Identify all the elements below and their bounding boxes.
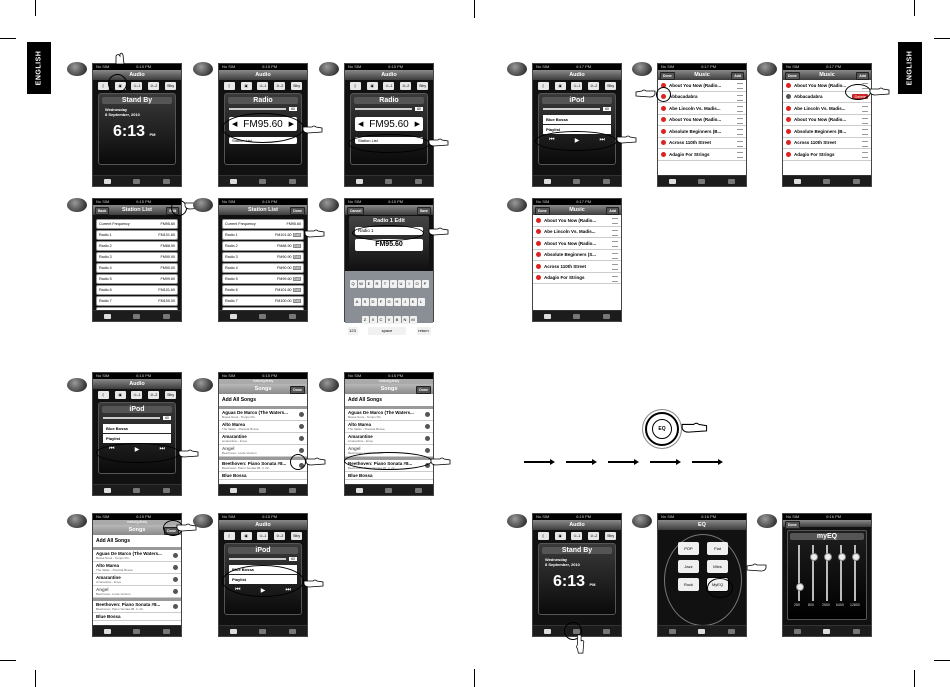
delete-icon[interactable] <box>661 117 666 122</box>
previous-icon[interactable]: ⏮ <box>235 587 241 593</box>
song-row[interactable]: Angel Beethoven: Lorde Version <box>219 445 307 457</box>
frequency-display: FM95.60 <box>355 239 423 251</box>
standby-button[interactable]: Stby <box>167 83 175 88</box>
highlight-circle <box>352 225 424 241</box>
crop-mark <box>35 670 36 687</box>
crop-mark <box>914 670 915 687</box>
phone-screen-radio-edit: No SIM 6:15 PM Cancel Save Radio 1 Edit Radio 1 FM95.60 Q W E R T Y U I O P A S D F G H J K L Z X C V B N M 123 space return <box>344 198 434 322</box>
reorder-icon[interactable] <box>737 118 743 124</box>
key-c[interactable]: C <box>378 316 385 324</box>
pointing-hand-icon <box>430 454 452 468</box>
eq-hardware-button[interactable] <box>645 412 679 446</box>
arrow-right-icon <box>566 461 594 463</box>
key-x[interactable]: X <box>370 316 377 324</box>
preset-rock-button[interactable]: Rock <box>678 578 699 591</box>
key-m[interactable]: M <box>411 317 415 322</box>
edit-button[interactable]: Edit <box>166 207 179 215</box>
station-row[interactable]: Radio 5 FM99.60 <box>96 274 178 284</box>
station-row[interactable]: Current Frequency FM95.60 <box>96 219 178 229</box>
preset-mtvs-button[interactable]: Mtvs <box>707 560 728 573</box>
radio-source-button[interactable]: ▣ <box>115 82 126 90</box>
highlight-circle <box>535 131 617 151</box>
step-marker <box>319 198 339 212</box>
crop-mark <box>474 0 475 18</box>
highlight-circle <box>656 87 671 102</box>
phone-screen-station-list: No SIM 6:15 PM Back Station List Edit Current Frequency FM95.60 Radio 1 FM101.60 Radio 2 FM88.90 Radio 3 FM90.90 Radio 4 FM90.00 Radio 5 FM99.60 Radio 6 FM101.60 Radio 7 FM100.00 <box>92 198 182 322</box>
eq-slider-knob[interactable] <box>838 553 846 561</box>
volume-value: 60 <box>291 107 295 111</box>
key-i[interactable]: I <box>406 280 413 288</box>
key-v[interactable]: V <box>386 316 393 324</box>
phone-screen-music-delete: No SIM 6:17 PM Done Music Add About You Now (Radio... Abbacadabra Delete Abe Lincoln Vs. Madis... About You Now (Radio... Absolute Beginners (B... Across 110th Street Adagio For Strings <box>782 63 872 187</box>
ipod-panel: iPod 60 Blue Bossa Playlist ⏮ ▶ ⏭ <box>98 402 176 474</box>
station-list <box>93 215 181 317</box>
key-g[interactable]: G <box>387 299 391 304</box>
pointing-hand-icon <box>745 560 767 574</box>
eq-slider-track[interactable] <box>798 545 800 601</box>
song-row[interactable]: Alto Marea The Italian - Pianista Bossa <box>219 421 307 433</box>
phone-screen-radio: No SIM 6:15 PM Audio ▯ ▣ ①–1 ②–2 Stby Radio 60 ◀ FM95.60 ▶ Station List <box>344 63 434 187</box>
pointing-hand-icon <box>680 418 710 436</box>
key-f[interactable]: F <box>378 298 385 306</box>
pointing-hand-icon <box>178 446 200 460</box>
key-b[interactable]: B <box>394 316 401 324</box>
key-j[interactable]: J <box>402 298 409 306</box>
key-k[interactable]: K <box>410 298 417 306</box>
radio-label: Radio <box>228 97 298 104</box>
reorder-icon[interactable] <box>737 106 743 112</box>
arrow-right-icon <box>608 461 636 463</box>
phone-screen-music: No SIM 6:17 PM Done Music Add About You Now (Radio... Abbacadabra Abe Lincoln Vs. Madis... About You Now (Radio... Absolute Beginners (B... Across 110th Street Adagio For Strings <box>657 63 747 187</box>
station-list-button[interactable]: Station List <box>229 137 297 144</box>
eq-band-label: 250 <box>794 603 800 607</box>
save-button[interactable]: Save <box>417 207 431 215</box>
date-label: 8 September, 2010 <box>105 112 140 117</box>
pointing-hand-icon <box>305 454 327 468</box>
pointing-hand-icon <box>112 52 134 66</box>
tab-settings[interactable] <box>163 179 170 184</box>
phone-screen-eq: No SIM 6:16 PM EQ POP Flat Jazz Mtvs Rock MyEQ <box>657 513 747 637</box>
space-key[interactable]: space <box>368 327 406 335</box>
carrier-label: No SIM <box>96 64 110 69</box>
crop-mark <box>934 660 950 661</box>
arrow-right-icon <box>692 461 720 463</box>
keyboard[interactable] <box>345 271 433 333</box>
add-icon[interactable] <box>425 436 430 441</box>
highlight-circle <box>344 452 432 470</box>
pointing-hand-icon <box>428 135 450 149</box>
phone-screen-ipod: No SIM 6:15 PM Audio ▯ ▣ ①–1 ②–2 Stby iPod 60 Blue Bossa Playlist ⏮ ▶ ⏭ <box>92 372 182 496</box>
phone-screen-ipod: No SIM 6:15 PM Audio ▯ ▣ ①–1 ②–2 Stby iPod 60 Blue Bossa Playlist ⏮ ▶ ⏭ <box>218 513 308 637</box>
previous-icon[interactable]: ⏮ <box>549 137 555 143</box>
song-row[interactable]: Beethoven: Piano Sonata #8... Beethoven: Piano Sonata #8, 4, 22... <box>219 460 307 472</box>
frequency-display: FM95.60 <box>243 118 283 130</box>
clock-ampm: PM <box>149 132 156 137</box>
next-icon[interactable]: ⏭ <box>285 587 291 593</box>
volume-slider[interactable] <box>229 107 297 111</box>
pointing-hand-icon <box>428 224 450 238</box>
step-marker <box>319 378 339 392</box>
phone-screen-ipod: No SIM 6:17 PM Audio ▯ ▣ ①–1 ②–2 Stby iPod 60 Blue Bossa Playlist ⏮ ▶ ⏭ <box>532 63 622 187</box>
pointing-hand-icon <box>302 122 324 136</box>
station-name-input[interactable]: Radio 1 <box>355 227 423 235</box>
song-row[interactable]: Blue Bossa <box>219 472 307 480</box>
highlight-circle <box>96 443 180 463</box>
delete-button[interactable]: Delete <box>854 94 866 100</box>
song-row[interactable]: Amarantine Amarantine - Enya <box>219 433 307 445</box>
key-r[interactable]: R <box>374 280 381 288</box>
add-icon[interactable] <box>173 553 178 558</box>
arrow-right-icon <box>524 461 552 463</box>
eq-band-label: 2500 <box>822 603 830 607</box>
track-name: Blue Bossa <box>103 424 171 433</box>
tab-audio[interactable] <box>104 179 111 184</box>
key-o[interactable]: O <box>415 281 419 286</box>
eq-slider-knob[interactable] <box>852 553 860 561</box>
row-edit-button[interactable]: Edit <box>293 233 300 237</box>
key-e[interactable]: E <box>366 280 373 288</box>
music-row[interactable]: Across 110th Street <box>658 138 746 150</box>
delete-icon[interactable] <box>661 129 666 134</box>
delete-icon[interactable] <box>661 152 666 157</box>
phone-screen-songs: No SIM 6:15 PM melodyyfesty Songs Done Add All Songs Aguas De Marco (The Waters... Bossa Nova - Tempo Piu Alto Marea The Italian - Pianista Bossa Amarantine Amarantine - Enya Angel Beethoven: Lorde Version Beethoven: Piano Sonata #8... Beethoven: Piano Sonata #8, 4, 22... Blue Bossa <box>218 372 308 496</box>
done-button[interactable]: Done <box>164 527 179 535</box>
highlight-circle <box>222 565 304 597</box>
step-marker <box>67 378 87 392</box>
preset-jazz-button[interactable]: Jazz <box>678 560 699 573</box>
step-marker <box>507 514 527 528</box>
myeq-title: myEQ <box>790 533 864 540</box>
phone-screen-radio: No SIM 6:15 PM Audio ▯ ▣ ①–1 ②–2 Stby Radio 60 ◀ FM95.60 ▶ Station List <box>218 63 308 187</box>
crop-mark <box>0 38 16 39</box>
previous-icon[interactable]: ⏮ <box>109 446 115 452</box>
tab-bar[interactable] <box>93 175 181 186</box>
add-icon[interactable] <box>425 448 430 453</box>
add-icon[interactable] <box>299 424 304 429</box>
step-marker <box>67 514 87 528</box>
clock <box>113 123 175 141</box>
step-marker <box>319 62 339 76</box>
music-row[interactable]: Abe Lincoln Vs. Madis... <box>658 103 746 115</box>
language-tab-right: ENGLISH <box>898 42 922 94</box>
phone-screen-myeq: No SIM 6:16 PM Done myEQ 250 800 2500 6400 12800 <box>782 513 872 637</box>
eq-slider-knob[interactable] <box>796 583 804 591</box>
pointing-hand-icon <box>572 634 592 654</box>
pointing-hand-icon <box>303 576 325 590</box>
tune-down-icon[interactable]: ◀ <box>358 121 364 128</box>
add-all-songs-button[interactable]: Add All Songs <box>222 397 256 403</box>
station-row[interactable]: Radio 4 FM90.00 <box>96 263 178 273</box>
station-row[interactable]: Radio 2 FM88.90 <box>96 241 178 251</box>
next-icon[interactable]: ⏭ <box>159 446 165 452</box>
key-s[interactable]: S <box>362 298 369 306</box>
highlight-circle <box>845 84 871 100</box>
cancel-button[interactable]: Cancel <box>347 207 364 215</box>
preset-pop-button[interactable]: POP <box>678 542 699 555</box>
done-button[interactable]: Done <box>785 521 800 529</box>
reorder-icon[interactable] <box>737 141 743 147</box>
phone-screen-standby: No SIM 6:15 PM Audio ▯ ▣ ①–1 ②–2 Stby Stand By Wednesday 8 September, 2010 6:13 PM <box>532 513 622 637</box>
eq-button-label: EQ <box>652 419 672 439</box>
add-icon[interactable] <box>173 577 178 582</box>
step-marker <box>193 198 213 212</box>
add-icon[interactable] <box>425 424 430 429</box>
myeq-panel <box>787 530 867 620</box>
language-tab-left: ENGLISH <box>27 42 51 94</box>
step-marker <box>632 514 652 528</box>
music-row[interactable]: Adagio For Strings <box>658 149 746 161</box>
music-row[interactable]: Abbacadabra <box>658 92 746 104</box>
station-row[interactable]: Radio 7 FM100.00 <box>96 296 178 306</box>
crop-mark <box>934 38 950 39</box>
key-p[interactable]: P <box>422 280 429 288</box>
key-d[interactable]: D <box>370 298 377 306</box>
phone-screen-standby <box>92 63 182 187</box>
clock-time: 6:13 <box>113 123 146 140</box>
key-u[interactable]: U <box>398 280 405 288</box>
station-row[interactable]: Radio 6 FM101.60 <box>96 285 178 295</box>
music-row[interactable]: Absolute Beginners (B... <box>658 126 746 138</box>
source-row[interactable] <box>93 80 181 91</box>
nav-title: Audio <box>129 72 145 78</box>
step-marker <box>193 378 213 392</box>
reorder-icon[interactable] <box>737 95 743 101</box>
highlight-circle <box>707 578 733 598</box>
key-w[interactable]: W <box>359 281 363 286</box>
key-h[interactable]: H <box>394 298 401 306</box>
nav-bar <box>93 70 181 80</box>
step-marker <box>193 62 213 76</box>
key-q[interactable]: Q <box>351 281 355 286</box>
aux2-source-button[interactable]: ②–2 <box>150 83 158 88</box>
add-icon[interactable] <box>173 565 178 570</box>
done-button[interactable]: Done <box>290 207 305 215</box>
tune-down-icon[interactable]: ◀ <box>232 121 238 128</box>
add-icon[interactable] <box>173 589 178 594</box>
tune-up-icon[interactable]: ▶ <box>288 121 294 128</box>
standby-label: Stand By <box>102 97 172 104</box>
step-marker <box>757 62 777 76</box>
step-marker <box>193 514 213 528</box>
music-row[interactable]: About You Now (Radio... <box>658 115 746 127</box>
highlight-circle <box>222 113 304 143</box>
pointing-hand-icon <box>616 132 638 146</box>
add-icon[interactable] <box>425 412 430 417</box>
preset-flat-button[interactable]: Flat <box>707 542 728 555</box>
phone-screen-songs: No SIM 6:15 PM melodyyfesty Songs Done Add All Songs Aguas De Marco (The Waters... Bossa Nova - Tempo Piu Alto Marea The Italian - Pianista Bossa Amarantine Amarantine - Enya Angel Beethoven: Lorde Version Beethoven: Piano Sonata #8... Beethoven: Piano Sonata #8, 4, 22... Blue Bossa <box>344 372 434 496</box>
number-key[interactable]: 123 <box>349 327 356 333</box>
key-t[interactable]: T <box>382 280 389 288</box>
standby-panel <box>98 93 176 165</box>
eq-band-label: 6400 <box>836 603 844 607</box>
add-icon[interactable] <box>173 604 178 609</box>
station-row[interactable]: Radio 3 FM90.90 <box>96 252 178 262</box>
time-label: 6:15 PM <box>136 64 152 69</box>
crop-mark <box>0 660 16 661</box>
delete-icon[interactable] <box>661 106 666 111</box>
play-icon[interactable]: ▶ <box>134 447 140 453</box>
add-icon[interactable] <box>299 412 304 417</box>
phone-screen-songs: No SIM 6:15 PM melodyyfesty Songs Done Add All Songs Aguas De Marco (The Waters... Bossa Nova - Tempo Piu Alto Marea The Italian - Pianista Bossa Amarantine Amarantine - Enya Angel Beethoven: Lorde Version Beethoven: Piano Sonata #8... Beethoven: Piano Sonata #8, 4, 22... Blue Bossa <box>92 513 182 637</box>
highlight-circle <box>348 134 430 153</box>
step-marker <box>507 198 527 212</box>
crop-mark <box>474 669 475 687</box>
tune-up-icon[interactable]: ▶ <box>414 121 420 128</box>
pointing-hand-icon <box>869 84 891 98</box>
highlight-circle <box>290 454 306 470</box>
playlist-button[interactable]: Playlist <box>103 434 171 443</box>
eq-band-label: 800 <box>808 603 814 607</box>
play-icon[interactable]: ▶ <box>260 588 266 594</box>
station-row[interactable]: Radio 1 FM101.60 <box>96 230 178 240</box>
eq-band-label: 12800 <box>850 603 860 607</box>
pointing-hand-icon <box>634 86 656 100</box>
ipod-source-button[interactable]: ▯ <box>98 82 109 90</box>
add-icon[interactable] <box>299 436 304 441</box>
phone-screen-station-edit: No SIM 6:15 PM Station List Done Current Frequency FM95.60 Radio 1 FM101.60 Edit Radio 2 FM88.90 Edit Radio 3 FM90.90 Edit Radio 4 FM90.00 Edit Radio 5 FM99.60 Edit Radio 6 FM101.60 Edit Radio 7 FM100.00 Edit <box>218 198 308 322</box>
key-a[interactable]: A <box>354 298 361 306</box>
music-row[interactable]: About You Now (Radio... <box>658 80 746 92</box>
pointing-hand-icon <box>304 226 326 240</box>
step-marker <box>757 514 777 528</box>
aux1-source-button[interactable]: ①–1 <box>133 83 141 88</box>
play-icon[interactable]: ▶ <box>574 138 580 144</box>
preset-myeq-button[interactable]: MyEQ <box>707 578 728 591</box>
song-row[interactable]: Aguas De Marco (The Waters... Bossa Nova - Tempo Piu <box>219 409 307 421</box>
step-marker <box>632 62 652 76</box>
step-marker <box>67 198 87 212</box>
key-n[interactable]: N <box>402 316 409 324</box>
reorder-icon[interactable] <box>737 152 743 158</box>
step-marker <box>67 62 87 76</box>
reorder-icon[interactable] <box>737 129 743 135</box>
arrow-right-icon <box>650 461 678 463</box>
highlight-circle <box>108 74 127 93</box>
key-y[interactable]: Y <box>390 280 397 288</box>
key-z[interactable]: Z <box>362 316 369 324</box>
eq-slider-knob[interactable] <box>810 553 818 561</box>
delete-icon[interactable] <box>661 140 666 145</box>
eq-slider-knob[interactable] <box>824 553 832 561</box>
crop-mark <box>35 0 36 16</box>
day-label: Wednesday <box>105 107 128 112</box>
step-marker <box>507 62 527 76</box>
phone-screen-music-after-delete: No SIM 6:17 PM Done Music Add About You Now (Radio... Abe Lincoln Vs. Madis... About You Now (Radio... Absolute Beginners (S... Across 110th Street Adagio For Strings <box>532 198 622 322</box>
return-key[interactable]: return <box>418 327 429 333</box>
key-l[interactable]: L <box>418 298 425 306</box>
next-icon[interactable]: ⏭ <box>599 137 605 143</box>
crop-mark <box>914 0 915 16</box>
add-icon[interactable] <box>299 448 304 453</box>
edit-title: Radio 1 Edit <box>373 218 405 224</box>
back-button[interactable]: Back <box>95 207 109 215</box>
reorder-icon[interactable] <box>737 83 743 89</box>
tab-eq[interactable] <box>133 179 140 184</box>
